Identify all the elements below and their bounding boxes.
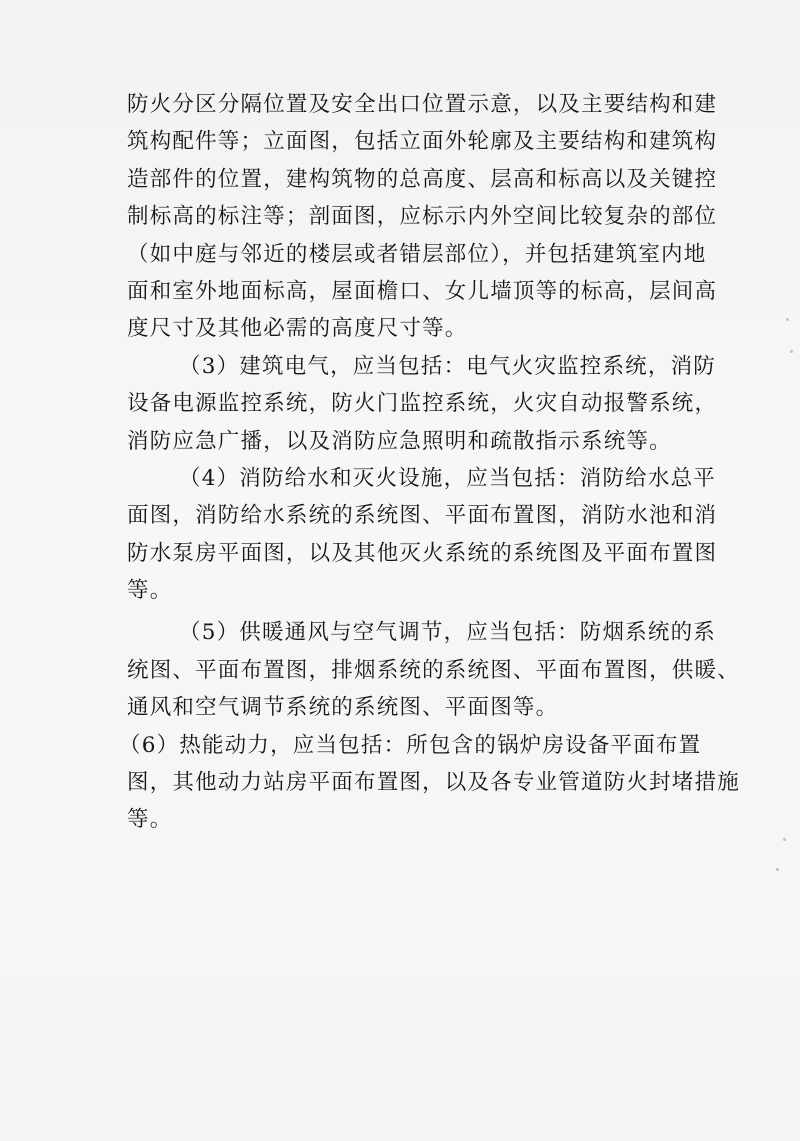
paper-speck [790,350,793,353]
paper-speck [783,838,786,841]
text-line: 制标高的标注等；剖面图，应标示内外空间比较复杂的部位 [127,204,718,230]
text-line: 度尺寸及其他必需的高度尺寸等。 [127,316,468,342]
text-line: 统图、平面布置图，排烟系统的系统图、平面布置图，供暖、 [127,657,740,683]
paragraph-6-start: （6）热能动力，应当包括：所包含的锅炉房设备平面布置 [119,732,702,758]
text-line: 防水泵房平面图，以及其他灭火系统的系统图及平面布置图 [127,540,718,566]
text-line: 图，其他动力站房平面布置图，以及各专业管道防火封堵措施 [127,770,740,796]
paragraph-3-start: （3）建筑电气，应当包括：电气火灾监控系统，消防 [179,353,716,379]
text-line: （如中庭与邻近的楼层或者错层部位），并包括建筑室内地 [127,241,707,267]
paper-speck [776,868,779,871]
text-line: 通风和空气调节系统的系统图、平面图等。 [127,695,559,721]
text-line: 设备电源监控系统，防火门监控系统，火灾自动报警系统， [127,391,718,417]
paper-speck [786,318,789,321]
paragraph-4-start: （4）消防给水和灭火设施，应当包括：消防给水总平 [179,465,716,491]
text-line: 防火分区分隔位置及安全出口位置示意，以及主要结构和建 [127,92,718,117]
text-line: 筑构配件等；立面图，包括立面外轮廓及主要结构和建筑构 [127,129,718,155]
text-line: 消防应急广播，以及消防应急照明和疏散指示系统等。 [127,428,672,454]
text-line: 面和室外地面标高，屋面檐口、女儿墙顶等的标高，层间高 [127,278,718,304]
text-line: 等。 [127,578,173,604]
text-line: 面图，消防给水系统的系统图、平面布置图，消防水池和消 [127,503,718,529]
paragraph-5-start: （5）供暖通风与空气调节，应当包括：防烟系统的系 [179,620,716,646]
document-body [119,86,740,839]
text-line: 造部件的位置，建构筑物的总高度、层高和标高以及关键控 [127,166,718,192]
text-line: 等。 [127,807,173,833]
